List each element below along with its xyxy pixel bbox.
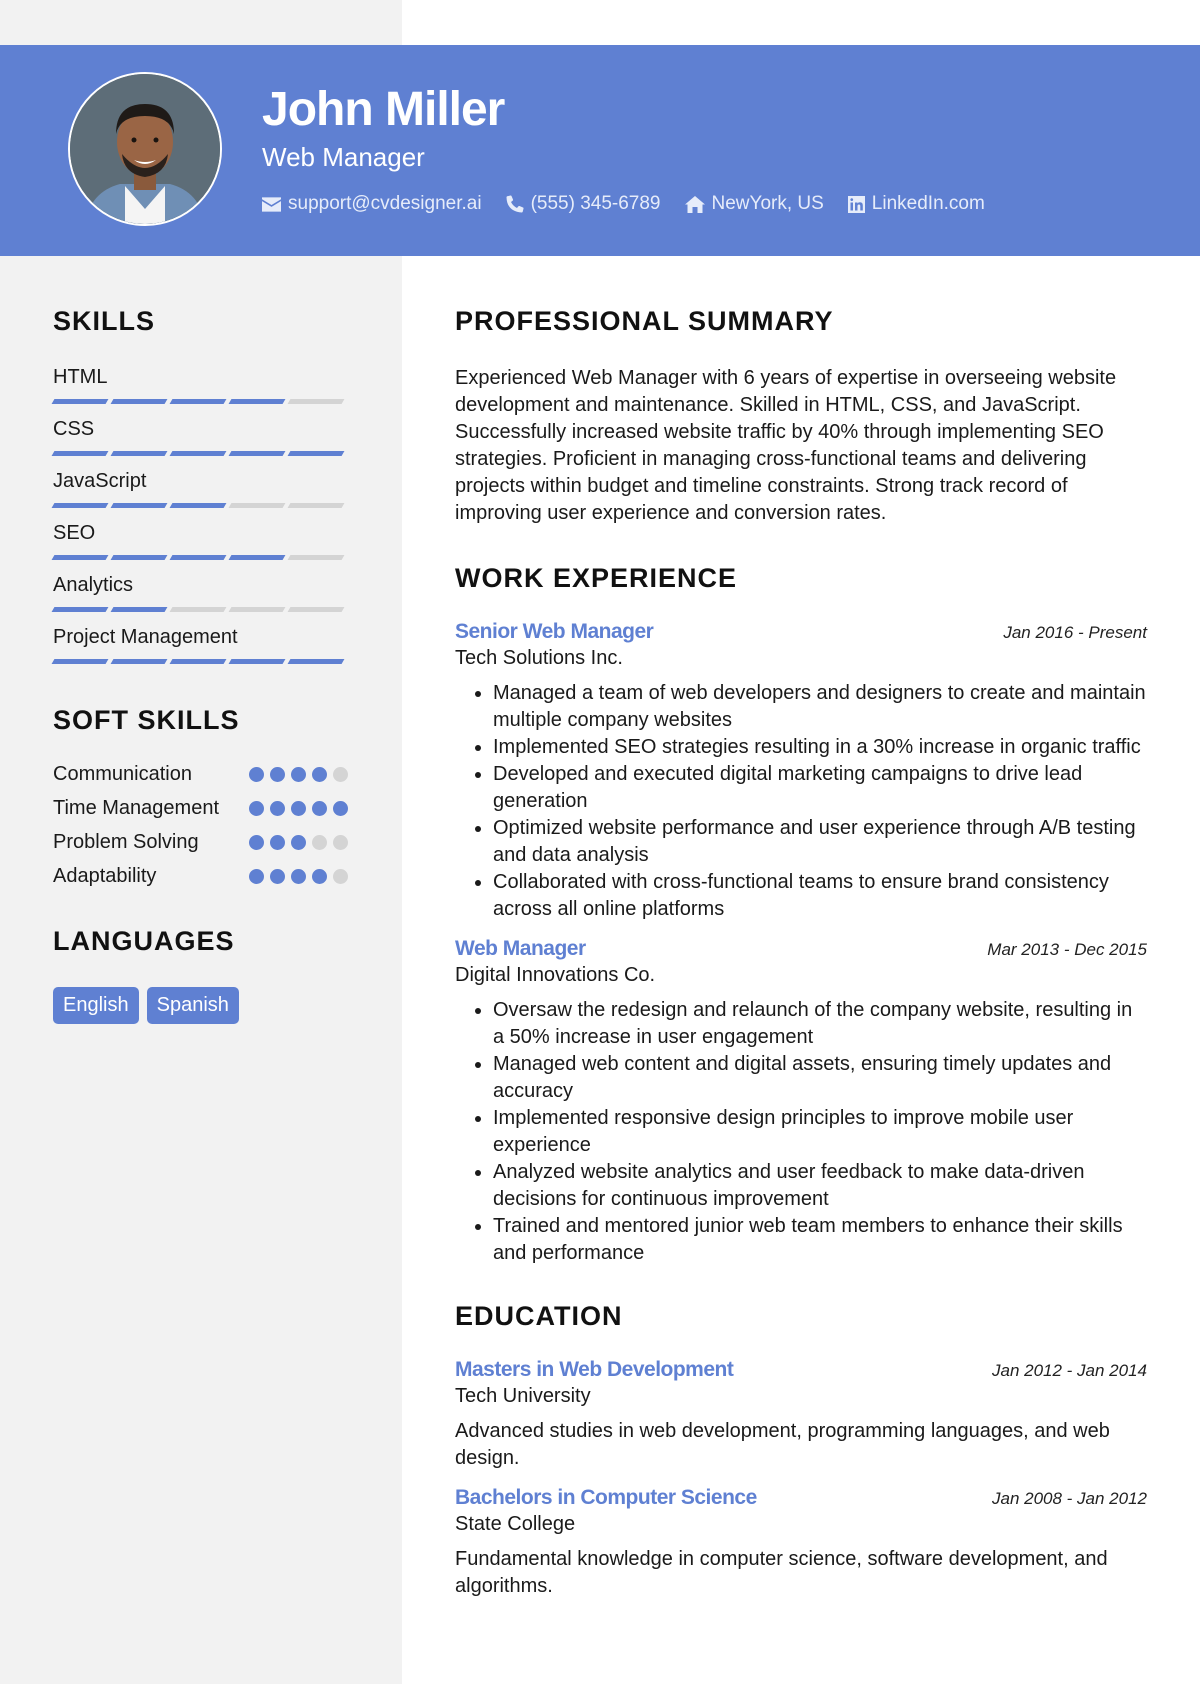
education-list [455, 1358, 1147, 1600]
summary-text: Experienced Web Manager with 6 years of expertise in overseeing website development and maintenance. Skilled in HTML, CSS, and JavaScript. Successfully increased website traffic by 40% through implementing SEO strategies. Proficient in managing cross-functional teams and delivering projects within budget and timeline constraints. Strong track record of improving user experience and conversion rates. [455, 367, 1117, 524]
education-heading: EDUCATION [455, 1301, 623, 1331]
skill-level-segment [229, 555, 286, 560]
skill-level-segment [229, 399, 286, 404]
soft-skill-level-dot [312, 767, 327, 782]
soft-skill-name: Communication [53, 763, 192, 785]
skill-level-segment [170, 399, 227, 404]
education-date: Jan 2012 - Jan 2014 [991, 1361, 1147, 1380]
home-icon [685, 196, 705, 213]
soft-skill-level-dot [312, 801, 327, 816]
contact-location [685, 193, 824, 215]
email-text: support@cvdesigner.ai [288, 193, 482, 214]
skill-level-segment [111, 399, 168, 404]
education-header [455, 1358, 1147, 1382]
soft-skill-name: Time Management [53, 797, 219, 819]
skill-level-segment [111, 555, 168, 560]
job-title: Web Manager [455, 937, 586, 960]
skill-level-segment [288, 451, 345, 456]
skill-level-segment [170, 503, 227, 508]
skill-name: HTML [53, 366, 108, 388]
skill-level-segment [52, 659, 109, 664]
education-description: Fundamental knowledge in computer science, software development, and algorithms. [455, 1548, 1108, 1597]
skill-level-segment [229, 659, 286, 664]
soft-skill-level-dots [249, 869, 348, 884]
contact-phone[interactable] [506, 193, 661, 215]
job-bullet: • Managed a team of web developers and designers to create and maintain multiple company websites [493, 680, 1147, 734]
job-bullets [455, 680, 1147, 923]
soft-skill-level-dot [270, 869, 285, 884]
left-column [53, 306, 348, 1024]
profile-photo [70, 74, 220, 224]
linkedin-icon [848, 196, 865, 213]
soft-skill-item [53, 862, 348, 890]
soft-skill-level-dot [291, 801, 306, 816]
education-header [455, 1486, 1147, 1510]
soft-skill-level-dot [333, 869, 348, 884]
skill-level-segment [170, 607, 227, 612]
language-badge: Spanish [147, 987, 239, 1024]
degree-title: Bachelors in Computer Science [455, 1486, 757, 1509]
skill-name: CSS [53, 418, 95, 440]
summary-heading: PROFESSIONAL SUMMARY [455, 306, 834, 336]
skill-level-segment [229, 451, 286, 456]
skill-level-segment [52, 607, 109, 612]
skill-level-segment [288, 555, 345, 560]
skill-level-segment [170, 659, 227, 664]
skill-level-segment [111, 451, 168, 456]
soft-skill-level-dot [270, 767, 285, 782]
soft-skill-name: Problem Solving [53, 831, 199, 853]
soft-skill-level-dots [249, 767, 348, 782]
soft-skill-item [53, 828, 348, 856]
job-title: Senior Web Manager [455, 620, 654, 643]
language-badge: English [53, 987, 139, 1024]
job-header [455, 937, 1147, 961]
soft-skill-level-dot [270, 801, 285, 816]
soft-skill-level-dots [249, 835, 348, 850]
soft-skill-level-dot [312, 869, 327, 884]
location-text: NewYork, US [711, 193, 824, 214]
skill-level-segment [170, 451, 227, 456]
skill-name: Project Management [53, 626, 238, 648]
job-bullet: • Oversaw the redesign and relaunch of the company website, resulting in a 50% increase in user engagement [493, 997, 1147, 1051]
candidate-name: John Miller [262, 83, 505, 136]
skill-level-segment [52, 451, 109, 456]
contact-bar [262, 193, 985, 215]
right-column [455, 306, 1147, 1600]
experience-heading: WORK EXPERIENCE [455, 563, 738, 593]
skill-level-bars [53, 503, 348, 508]
soft-skills-heading: SOFT SKILLS [53, 705, 240, 735]
skill-level-segment [52, 503, 109, 508]
skill-level-segment [288, 607, 345, 612]
languages-heading: LANGUAGES [53, 926, 235, 956]
avatar [68, 72, 222, 226]
job-entry [455, 937, 1147, 1267]
skill-name: Analytics [53, 574, 134, 596]
skill-level-bars [53, 659, 348, 664]
skills-heading: SKILLS [53, 306, 156, 336]
skill-level-bars [53, 451, 348, 456]
job-bullet: • Analyzed website analytics and user feedback to make data-driven decisions for continuous improvement [493, 1159, 1147, 1213]
job-bullet: • Implemented SEO strategies resulting in a 30% increase in organic traffic [493, 734, 1147, 761]
soft-skill-level-dot [291, 767, 306, 782]
job-date: Jan 2016 - Present [1003, 623, 1147, 642]
job-company: Digital Innovations Co. [455, 964, 656, 986]
school-name: Tech University [455, 1385, 591, 1407]
job-bullets [455, 997, 1147, 1267]
skill-name: SEO [53, 522, 96, 544]
education-date: Jan 2008 - Jan 2012 [991, 1489, 1147, 1508]
contact-email[interactable] [262, 193, 482, 215]
skill-level-bars [53, 399, 348, 404]
skill-item [53, 365, 348, 404]
skill-level-segment [52, 555, 109, 560]
skill-item [53, 625, 348, 664]
skill-level-segment [111, 607, 168, 612]
phone-icon [506, 195, 524, 213]
phone-text: (555) 345-6789 [530, 193, 661, 214]
soft-skill-level-dot [333, 801, 348, 816]
soft-skills-list [53, 760, 348, 890]
skill-level-segment [170, 555, 227, 560]
skill-item [53, 469, 348, 508]
job-bullet: • Collaborated with cross-functional teams to ensure brand consistency across all online platforms [493, 869, 1147, 923]
education-entry [455, 1486, 1147, 1600]
skill-item [53, 573, 348, 612]
envelope-icon [262, 197, 281, 212]
skill-level-segment [288, 503, 345, 508]
soft-skill-level-dot [249, 835, 264, 850]
job-bullet: • Optimized website performance and user experience through A/B testing and data analysis [493, 815, 1147, 869]
job-bullet: • Developed and executed digital marketing campaigns to drive lead generation [493, 761, 1147, 815]
candidate-title: Web Manager [262, 142, 425, 172]
skill-item [53, 521, 348, 560]
skill-level-bars [53, 555, 348, 560]
soft-skill-level-dot [249, 801, 264, 816]
job-bullet: • Managed web content and digital assets, ensuring timely updates and accuracy [493, 1051, 1147, 1105]
linkedin-text: LinkedIn.com [871, 193, 985, 214]
contact-linkedin[interactable] [848, 193, 985, 215]
job-bullet: • Trained and mentored junior web team members to enhance their skills and performance [493, 1213, 1147, 1267]
education-description: Advanced studies in web development, programming languages, and web design. [455, 1420, 1110, 1469]
languages-list [53, 987, 348, 1024]
skill-level-segment [229, 607, 286, 612]
education-entry [455, 1358, 1147, 1472]
soft-skill-level-dot [270, 835, 285, 850]
skill-level-segment [111, 503, 168, 508]
skill-level-segment [229, 503, 286, 508]
skill-level-segment [288, 659, 345, 664]
soft-skill-level-dot [249, 767, 264, 782]
soft-skill-name: Adaptability [53, 865, 157, 887]
school-name: State College [455, 1513, 576, 1535]
soft-skill-level-dot [312, 835, 327, 850]
skill-level-bars [53, 607, 348, 612]
job-company: Tech Solutions Inc. [455, 647, 623, 669]
skill-level-segment [288, 399, 345, 404]
soft-skill-level-dot [291, 869, 306, 884]
job-bullet: • Implemented responsive design principles to improve mobile user experience [493, 1105, 1147, 1159]
soft-skill-level-dots [249, 801, 348, 816]
skill-level-segment [111, 659, 168, 664]
skills-list [53, 365, 348, 664]
job-date: Mar 2013 - Dec 2015 [987, 940, 1147, 959]
soft-skill-level-dot [333, 835, 348, 850]
skill-name: JavaScript [53, 470, 147, 492]
soft-skill-item [53, 794, 348, 822]
job-header [455, 620, 1147, 644]
skill-level-segment [52, 399, 109, 404]
degree-title: Masters in Web Development [455, 1358, 734, 1381]
job-entry [455, 620, 1147, 923]
soft-skill-item [53, 760, 348, 788]
jobs-list [455, 620, 1147, 1267]
soft-skill-level-dot [333, 767, 348, 782]
soft-skill-level-dot [249, 869, 264, 884]
soft-skill-level-dot [291, 835, 306, 850]
skill-item [53, 417, 348, 456]
